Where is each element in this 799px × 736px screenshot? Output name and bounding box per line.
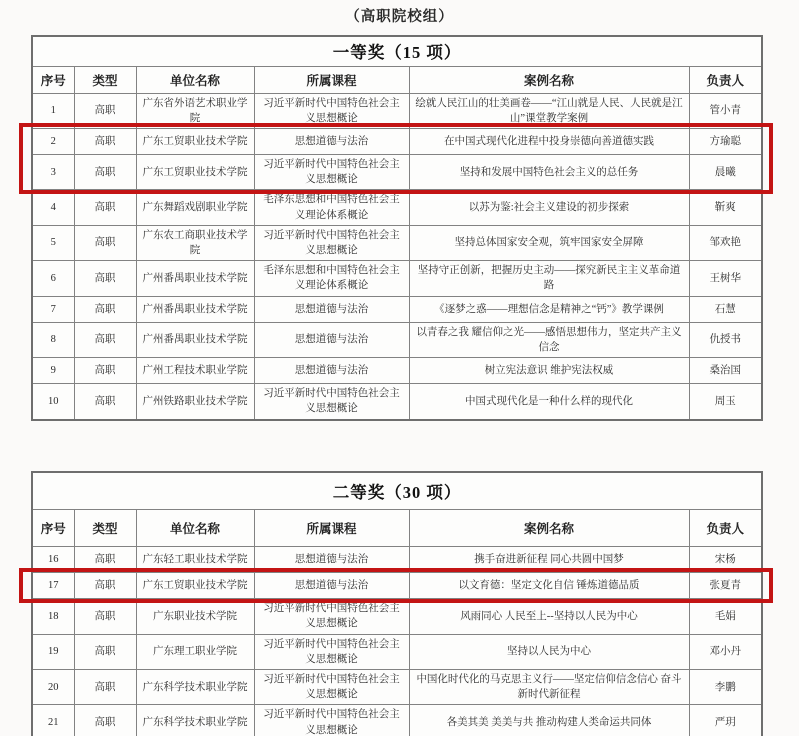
table-cell: 习近平新时代中国特色社会主义思想概论 <box>254 93 409 128</box>
second-prize-table <box>31 471 763 736</box>
table-cell: 18 <box>32 599 74 634</box>
table-cell: 管小青 <box>689 93 762 128</box>
table-body <box>32 547 762 736</box>
column-header: 负责人 <box>689 66 762 93</box>
table-header-row <box>32 510 762 547</box>
column-header: 案例名称 <box>409 510 689 547</box>
table-cell: 高职 <box>74 547 136 573</box>
table-cell: 晨曦 <box>689 154 762 189</box>
table-cell: 19 <box>32 634 74 669</box>
table-row <box>32 128 762 154</box>
table-cell: 1 <box>32 93 74 128</box>
table-cell: 风雨同心 人民至上--坚持以人民为中心 <box>409 599 689 634</box>
table-cell: 以青春之我 耀信仰之光——感悟思想伟力，坚定共产主义信念 <box>409 322 689 357</box>
table-cell: 高职 <box>74 669 136 704</box>
table-cell: 10 <box>32 384 74 420</box>
table-cell: 以苏为鉴:社会主义建设的初步探索 <box>409 190 689 225</box>
table-cell: 思想道德与法治 <box>254 322 409 357</box>
table-cell: 邹欢艳 <box>689 225 762 260</box>
table-cell: 高职 <box>74 93 136 128</box>
table-body <box>32 93 762 420</box>
table-cell: 20 <box>32 669 74 704</box>
table-cell: 8 <box>32 322 74 357</box>
table-cell: 习近平新时代中国特色社会主义思想概论 <box>254 384 409 420</box>
table-cell: 广州番禺职业技术学院 <box>136 296 254 322</box>
table-cell: 思想道德与法治 <box>254 547 409 573</box>
table-cell: 靳爽 <box>689 190 762 225</box>
table-cell: 广州番禺职业技术学院 <box>136 261 254 296</box>
table-cell: 广东职业技术学院 <box>136 599 254 634</box>
table-cell: 毛娟 <box>689 599 762 634</box>
table-cell: 广东农工商职业技术学院 <box>136 225 254 260</box>
table-cell: 李鹏 <box>689 669 762 704</box>
column-header: 单位名称 <box>136 510 254 547</box>
table-cell: 高职 <box>74 128 136 154</box>
table-cell: 广东省外语艺术职业学院 <box>136 93 254 128</box>
group-label: （高职院校组） <box>345 9 454 25</box>
table-cell: 16 <box>32 547 74 573</box>
table-cell: 绘就人民江山的壮美画卷——“江山就是人民、人民就是江山”课堂教学案例 <box>409 93 689 128</box>
table-row <box>32 599 762 634</box>
table-cell: 宋杨 <box>689 547 762 573</box>
table-cell: 高职 <box>74 225 136 260</box>
column-header: 类型 <box>74 510 136 547</box>
table-row <box>32 547 762 573</box>
table-cell: 5 <box>32 225 74 260</box>
table-title: 一等奖（15 项） <box>32 36 762 66</box>
table-header-row <box>32 66 762 93</box>
column-header: 序号 <box>32 510 74 547</box>
table-cell: 习近平新时代中国特色社会主义思想概论 <box>254 705 409 736</box>
table-cell: 21 <box>32 705 74 736</box>
table-row <box>32 384 762 420</box>
table-cell: 张夏青 <box>689 573 762 599</box>
table-cell: 高职 <box>74 322 136 357</box>
table-row <box>32 634 762 669</box>
table-cell: 方瑜聪 <box>689 128 762 154</box>
table-row <box>32 190 762 225</box>
table-cell: 高职 <box>74 384 136 420</box>
table-cell: 思想道德与法治 <box>254 573 409 599</box>
table-cell: 广州番禺职业技术学院 <box>136 322 254 357</box>
table-cell: 习近平新时代中国特色社会主义思想概论 <box>254 154 409 189</box>
table-cell: 坚持和发展中国特色社会主义的总任务 <box>409 154 689 189</box>
column-header: 案例名称 <box>409 66 689 93</box>
table-cell: 习近平新时代中国特色社会主义思想概论 <box>254 225 409 260</box>
table-cell: 高职 <box>74 599 136 634</box>
table-cell: 广东轻工职业技术学院 <box>136 547 254 573</box>
column-header: 负责人 <box>689 510 762 547</box>
table-cell: 7 <box>32 296 74 322</box>
table-row <box>32 573 762 599</box>
table-cell: 坚持总体国家安全观，筑牢国家安全屏障 <box>409 225 689 260</box>
table-cell: 以文育德：坚定文化自信 锤炼道德品质 <box>409 573 689 599</box>
table-row <box>32 296 762 322</box>
table-row <box>32 358 762 384</box>
table-row <box>32 225 762 260</box>
table-cell: 思想道德与法治 <box>254 296 409 322</box>
column-header: 序号 <box>32 66 74 93</box>
column-header: 单位名称 <box>136 66 254 93</box>
table-cell: 高职 <box>74 634 136 669</box>
table-cell: 邓小丹 <box>689 634 762 669</box>
table-title-row <box>32 36 762 66</box>
table-title-row <box>32 472 762 510</box>
table-row <box>32 261 762 296</box>
table-cell: 毛泽东思想和中国特色社会主义理论体系概论 <box>254 190 409 225</box>
table-cell: 周玉 <box>689 384 762 420</box>
table-row <box>32 154 762 189</box>
table-cell: 高职 <box>74 296 136 322</box>
table-cell: 思想道德与法治 <box>254 128 409 154</box>
table-cell: 高职 <box>74 261 136 296</box>
table-cell: 高职 <box>74 705 136 736</box>
table-cell: 6 <box>32 261 74 296</box>
table-cell: 广东工贸职业技术学院 <box>136 573 254 599</box>
table-cell: 树立宪法意识 维护宪法权威 <box>409 358 689 384</box>
table-row <box>32 669 762 704</box>
table-cell: 在中国式现代化进程中投身崇德向善道德实践 <box>409 128 689 154</box>
table-cell: 思想道德与法治 <box>254 358 409 384</box>
table-cell: 广州工程技术职业学院 <box>136 358 254 384</box>
table-cell: 高职 <box>74 573 136 599</box>
table-row <box>32 93 762 128</box>
table-cell: 17 <box>32 573 74 599</box>
first-prize-table <box>31 35 763 421</box>
column-header: 类型 <box>74 66 136 93</box>
table-cell: 坚持以人民为中心 <box>409 634 689 669</box>
table-cell: 2 <box>32 128 74 154</box>
table-cell: 王树华 <box>689 261 762 296</box>
table-cell: 9 <box>32 358 74 384</box>
column-header: 所属课程 <box>254 66 409 93</box>
table-cell: 广东科学技术职业学院 <box>136 705 254 736</box>
table-cell: 习近平新时代中国特色社会主义思想概论 <box>254 599 409 634</box>
table-cell: 高职 <box>74 154 136 189</box>
table-cell: 3 <box>32 154 74 189</box>
table-cell: 广东舞蹈戏剧职业学院 <box>136 190 254 225</box>
table-cell: 广东工贸职业技术学院 <box>136 128 254 154</box>
table-cell: 广州铁路职业技术学院 <box>136 384 254 420</box>
table-cell: 高职 <box>74 190 136 225</box>
table-cell: 习近平新时代中国特色社会主义思想概论 <box>254 669 409 704</box>
table-cell: 仇授书 <box>689 322 762 357</box>
table-cell: 习近平新时代中国特色社会主义思想概论 <box>254 634 409 669</box>
table-cell: 中国式现代化是一种什么样的现代化 <box>409 384 689 420</box>
table-cell: 广东科学技术职业学院 <box>136 669 254 704</box>
table-title: 二等奖（30 项） <box>32 472 762 510</box>
table-cell: 石慧 <box>689 296 762 322</box>
table-cell: 严玥 <box>689 705 762 736</box>
table-cell: 广东工贸职业技术学院 <box>136 154 254 189</box>
table-cell: 携手奋进新征程 同心共圆中国梦 <box>409 547 689 573</box>
table-row <box>32 322 762 357</box>
table-cell: 广东理工职业学院 <box>136 634 254 669</box>
table-cell: 《逐梦之惑——理想信念是精神之“钙”》教学课例 <box>409 296 689 322</box>
table-row <box>32 705 762 736</box>
column-header: 所属课程 <box>254 510 409 547</box>
table-cell: 各美其美 美美与共 推动构建人类命运共同体 <box>409 705 689 736</box>
table-cell: 坚持守正创新，把握历史主动——探究新民主主义革命道路 <box>409 261 689 296</box>
table-cell: 4 <box>32 190 74 225</box>
table-cell: 桑治国 <box>689 358 762 384</box>
table-cell: 中国化时代化的马克思主义行——坚定信仰信念信心 奋斗新时代新征程 <box>409 669 689 704</box>
table-cell: 毛泽东思想和中国特色社会主义理论体系概论 <box>254 261 409 296</box>
table-cell: 高职 <box>74 358 136 384</box>
